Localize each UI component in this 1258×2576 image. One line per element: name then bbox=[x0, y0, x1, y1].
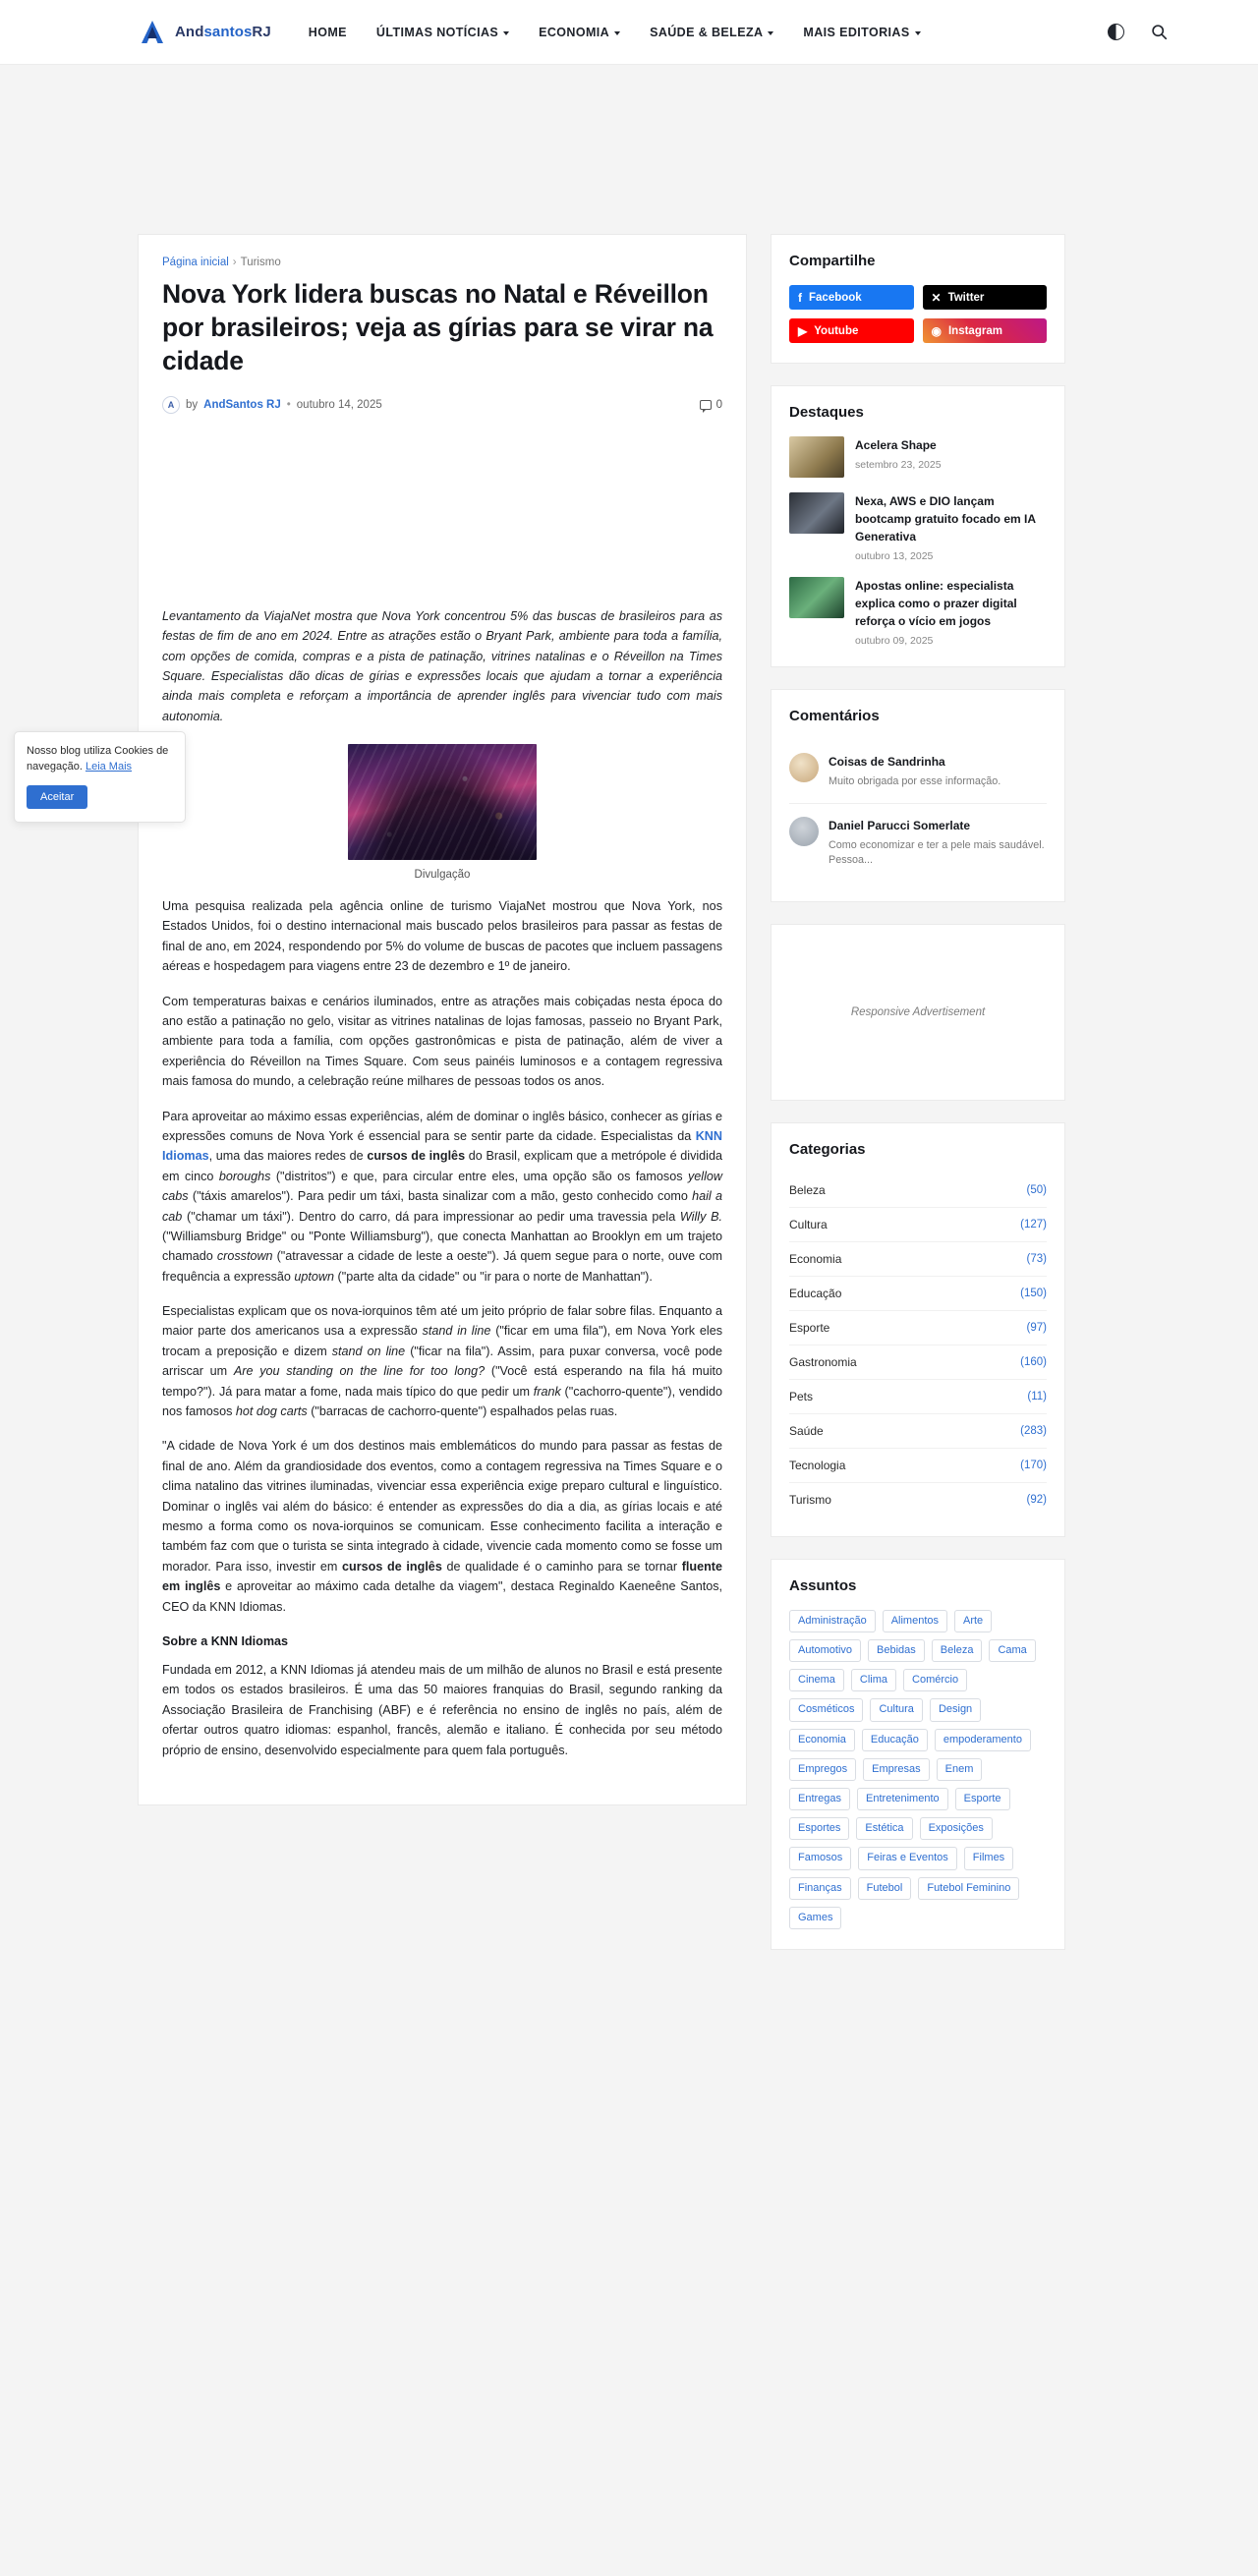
category-saude[interactable]: Saúde (283) bbox=[789, 1414, 1047, 1449]
breadcrumb-current: Turismo bbox=[240, 257, 281, 268]
cookie-accept-button[interactable]: Aceitar bbox=[27, 785, 87, 809]
topic-tag[interactable]: Esportes bbox=[789, 1817, 849, 1840]
topic-tag[interactable]: Design bbox=[930, 1698, 981, 1721]
topic-tag[interactable]: Cama bbox=[989, 1639, 1035, 1662]
page-body bbox=[0, 65, 1258, 2576]
topic-tag[interactable]: Alimentos bbox=[883, 1610, 947, 1632]
category-tecnologia[interactable]: Tecnologia (170) bbox=[789, 1449, 1047, 1483]
share-widget bbox=[771, 234, 1065, 364]
comments-widget bbox=[771, 689, 1065, 902]
post-author[interactable]: AndSantos RJ bbox=[203, 398, 281, 411]
nav-item-ultimas-noticias[interactable]: ÚLTIMAS NOTÍCIAS bbox=[376, 26, 509, 39]
topic-tag[interactable]: Empresas bbox=[863, 1758, 930, 1781]
thumbnail-image bbox=[789, 492, 844, 534]
sidebar-ad-slot bbox=[771, 924, 1065, 1101]
topic-tag[interactable]: Empregos bbox=[789, 1758, 856, 1781]
avatar bbox=[789, 817, 819, 846]
categories-widget bbox=[771, 1122, 1065, 1537]
category-esporte[interactable]: Esporte (97) bbox=[789, 1311, 1047, 1345]
category-gastronomia[interactable]: Gastronomia (160) bbox=[789, 1345, 1047, 1380]
article bbox=[138, 234, 747, 1805]
list-item[interactable]: Apostas online: especialista explica como o prazer digital reforça o vício em jogos outubro 09, 2025 bbox=[789, 577, 1047, 647]
article-image bbox=[348, 744, 537, 860]
topic-tag[interactable]: Enem bbox=[937, 1758, 983, 1781]
ad-placeholder-label: Responsive Advertisement bbox=[850, 1005, 986, 1018]
list-item[interactable]: Coisas de Sandrinha Muito obrigada por esse informação. bbox=[789, 740, 1047, 804]
topic-tag[interactable]: Cultura bbox=[870, 1698, 922, 1721]
site-header bbox=[0, 0, 1258, 65]
highlights-widget-title: Destaques bbox=[789, 404, 864, 421]
category-turismo[interactable]: Turismo (92) bbox=[789, 1492, 1047, 1507]
knn-idiomas-link[interactable]: KNN Idiomas bbox=[162, 1128, 722, 1164]
article-figure bbox=[162, 744, 722, 881]
cookie-consent-banner bbox=[14, 731, 186, 823]
comments-widget-title: Comentários bbox=[789, 708, 880, 724]
sidebar bbox=[771, 234, 1065, 1950]
topic-tag[interactable]: Educação bbox=[862, 1729, 928, 1751]
category-economia[interactable]: Economia (73) bbox=[789, 1242, 1047, 1277]
cookie-text: Nosso blog utiliza Cookies de navegação. Leia Mais bbox=[27, 745, 169, 773]
share-widget-title: Compartilhe bbox=[789, 253, 876, 269]
breadcrumb-home[interactable]: Página inicial bbox=[162, 257, 229, 268]
topic-tag[interactable]: Automotivo bbox=[789, 1639, 861, 1662]
article-lede: Levantamento da ViajaNet mostra que Nova York concentrou 5% das buscas de brasileiros para as festas de fim de ano em 2024. Entre as atrações estão o Bryant Park, ambiente para toda a família, com opções de comida, compras e a pista de patinação, vitrines natalinas e o Réveillon na Times Square. Especialistas dão dicas de gírias e expressões locais que ajudam a tornar a experiência ainda mais completa e reforçam a importância de aprender inglês para vivenciar tudo com mais autonomia. bbox=[162, 608, 722, 723]
cookie-readmore-link[interactable]: Leia Mais bbox=[85, 760, 133, 773]
topic-tag[interactable]: Feiras e Eventos bbox=[858, 1847, 957, 1869]
topic-tag[interactable]: Games bbox=[789, 1907, 841, 1929]
nav-item-home[interactable]: HOME bbox=[308, 25, 347, 39]
logo-text: AndsantosRJ bbox=[175, 24, 271, 40]
list-item[interactable]: Acelera Shape setembro 23, 2025 bbox=[789, 436, 1047, 478]
topic-tag[interactable]: Exposições bbox=[920, 1817, 993, 1840]
post-meta bbox=[162, 396, 722, 414]
highlights-widget bbox=[771, 385, 1065, 667]
chevron-down-icon bbox=[915, 31, 921, 35]
topic-tag[interactable]: Filmes bbox=[964, 1847, 1013, 1869]
topic-tag[interactable]: empoderamento bbox=[935, 1729, 1031, 1751]
topic-tag[interactable]: Entregas bbox=[789, 1788, 850, 1810]
chevron-down-icon bbox=[503, 31, 509, 35]
topic-tag[interactable]: Finanças bbox=[789, 1877, 851, 1900]
topic-tag[interactable]: Bebidas bbox=[868, 1639, 925, 1662]
topic-tag[interactable]: Futebol bbox=[858, 1877, 912, 1900]
topics-widget-title: Assuntos bbox=[789, 1576, 857, 1594]
comment-count[interactable]: 0 bbox=[700, 399, 722, 411]
topic-tag[interactable]: Administração bbox=[789, 1610, 876, 1632]
post-date: outubro 14, 2025 bbox=[296, 398, 382, 411]
topic-tag[interactable]: Famosos bbox=[789, 1847, 851, 1869]
list-item[interactable]: Daniel Parucci Somerlate Como economizar e ter a pele mais saudável. Pessoa... bbox=[789, 804, 1047, 882]
article-paragraph: Uma pesquisa realizada pela agência online de turismo ViajaNet mostrou que Nova York, nos Estados Unidos, foi o destino internacional mais buscado pelos brasileiros para passar as festas de final de ano, em 2024, respondendo por 5% do volume de buscas de pacotes que incluem passagens aéreas e hospedagem para viagens entre 23 de dezembro e 1º de janeiro. bbox=[162, 899, 722, 974]
share-facebook-button[interactable]: f Facebook bbox=[789, 285, 914, 310]
topic-tag[interactable]: Economia bbox=[789, 1729, 855, 1751]
category-cultura[interactable]: Cultura (127) bbox=[789, 1208, 1047, 1242]
share-youtube-button[interactable]: ▶ Youtube bbox=[789, 318, 914, 343]
article-subheading: Sobre a KNN Idiomas bbox=[162, 1633, 289, 1648]
byline-label: by bbox=[186, 398, 199, 411]
logo-icon bbox=[138, 18, 167, 47]
topic-tag[interactable]: Comércio bbox=[903, 1669, 967, 1691]
nav-item-mais-editorias[interactable]: MAIS EDITORIAS bbox=[803, 26, 920, 39]
category-pets[interactable]: Pets (11) bbox=[789, 1380, 1047, 1414]
topic-tag[interactable]: Beleza bbox=[932, 1639, 983, 1662]
topic-tag[interactable]: Futebol Feminino bbox=[918, 1877, 1019, 1900]
site-logo[interactable] bbox=[138, 18, 271, 47]
topic-tag[interactable]: Arte bbox=[954, 1610, 992, 1632]
chevron-down-icon bbox=[614, 31, 620, 35]
article-paragraph: Fundada em 2012, a KNN Idiomas já atendeu mais de um milhão de alunos no Brasil e está presente em todos os estados brasileiros. É uma das 50 maiores franquias do Brasil, segundo ranking da Associação Brasileira de Franchising (ABF) e é referência no ensino de inglês no país, além de ofertar outros quatro idiomas: espanhol, francês, alemão e italiano. É conhecida por seu método próprio de ensino, desenvolvido especialmente para quem fala português. bbox=[162, 1662, 722, 1757]
avatar: A bbox=[162, 396, 180, 414]
topic-tag[interactable]: Cinema bbox=[789, 1669, 844, 1691]
nav-item-saude-beleza[interactable]: SAÚDE & BELEZA bbox=[650, 26, 773, 39]
article-paragraph: "A cidade de Nova York é um dos destinos mais emblemáticos do mundo para passar as festas de final de ano. Além da grandiosidade dos eventos, como a contagem regressiva na Times Square e o clima natalino das vitrines iluminadas, vivenciar essa experiência exige preparo cultural e linguístico. Dominar o inglês vai além do básico: é entender as expressões do dia a dia, as gírias locais e até mesmo a forma como os nova-iorquinos se comunicam. Esse conhecimento facilita a interação e também faz com que o turista se sinta integrado à cidade, vivencie cada momento como se fosse um morador. Para isso, investir em cursos de inglês de qualidade é o caminho para se tornar fluente em inglês e aproveitar ao máximo cada detalhe da viagem", destaca Reginaldo Kaeneêne Santos, CEO da KNN Idiomas. bbox=[162, 1439, 722, 1614]
avatar bbox=[789, 753, 819, 782]
article-paragraph: Com temperaturas baixas e cenários iluminados, entre as atrações mais cobiçadas nesta época do ano estão a patinação no gelo, visitar as vitrines natalinas de lojas famosas, passeio no Bryant Park, ambiente para toda a família, com opções gastronômicas e pista de patinação, além de viver a experiência do Réveillon na Times Square. Com seus painéis luminosos e a contagem regressiva mais famosa do mundo, a celebração reúne milhares de pessoas todos os anos. bbox=[162, 994, 722, 1089]
dark-mode-toggle-icon[interactable] bbox=[1105, 22, 1126, 43]
list-item[interactable]: Nexa, AWS e DIO lançam bootcamp gratuito focado em IA Generativa outubro 13, 2025 bbox=[789, 492, 1047, 562]
meta-separator: • bbox=[286, 398, 291, 411]
topic-tag[interactable]: Esporte bbox=[955, 1788, 1010, 1810]
topic-tag[interactable]: Cosméticos bbox=[789, 1698, 863, 1721]
article-paragraph: Especialistas explicam que os nova-iorquinos têm até um jeito próprio de falar sobre filas. Enquanto a maior parte dos americanos usa a expressão stand in line ("ficar em uma fila"), em Nova York eles trocam a preposição e dizem stand on line ("ficar na fila"). Assim, para puxar conversa, você pode arriscar um Are you standing on the line for too long? ("Você está esperando na fila há muito tempo?"). Já para matar a fome, nada mais típico do que pedir um frank ("cachorro-quente"), vendido nos famosos hot dog carts ("barracas de cachorro-quente") espalhados pelas ruas. bbox=[162, 1304, 722, 1419]
topic-tag[interactable]: Clima bbox=[851, 1669, 896, 1691]
share-twitter-button[interactable]: ✕ Twitter bbox=[923, 285, 1048, 310]
category-educacao[interactable]: Educação (150) bbox=[789, 1277, 1047, 1311]
comment-icon bbox=[700, 400, 712, 410]
thumbnail-image bbox=[789, 577, 844, 618]
share-instagram-button[interactable]: ◉ Instagram bbox=[923, 318, 1048, 343]
nav-item-economia[interactable]: ECONOMIA bbox=[539, 26, 620, 39]
article-paragraph: Para aproveitar ao máximo essas experiências, além de dominar o inglês básico, conhecer as gírias e expressões comuns de Nova York é essencial para se sentir parte da cidade. Especialistas da KNN Idiomas, uma das maiores redes de cursos de inglês do Brasil, explicam que a metrópole é dividida em cinco boroughs ("distritos") e que, para circular entre eles, uma opção são os famosos yellow cabs ("táxis amarelos"). Para pedir um táxi, basta sinalizar com a mão, gesto conhecido como hail a cab ("chamar um táxi"). Dentro do carro, dá para impressionar ao pedir uma travessia pela Willy B. ("Williamsburg Bridge" ou "Ponte Williamsburg"), que conecta Manhattan ao Brooklyn em um trajeto chamado crosstown ("atravessar a cidade de leste a oeste"). Já quem segue para o norte, ouve com frequência a expressão uptown ("parte alta da cidade" ou "ir para o norte de Manhattan"). bbox=[162, 1109, 722, 1284]
inline-ad-slot bbox=[162, 428, 722, 593]
topic-tag-list bbox=[789, 1610, 1047, 1929]
page-title: Nova York lidera buscas no Natal e Réveillon por brasileiros; veja as gírias para se virar na cidade bbox=[162, 279, 714, 375]
thumbnail-image bbox=[789, 436, 844, 478]
topic-tag[interactable]: Estética bbox=[856, 1817, 912, 1840]
search-icon[interactable] bbox=[1148, 22, 1170, 43]
category-beleza[interactable]: Beleza (50) bbox=[789, 1174, 1047, 1208]
topics-widget bbox=[771, 1559, 1065, 1950]
main-nav bbox=[309, 26, 921, 39]
chevron-down-icon bbox=[768, 31, 773, 35]
breadcrumb: Página inicial › Turismo bbox=[162, 257, 281, 268]
topic-tag[interactable]: Entretenimento bbox=[857, 1788, 948, 1810]
figure-caption: Divulgação bbox=[414, 869, 471, 882]
categories-widget-title: Categorias bbox=[789, 1140, 866, 1158]
